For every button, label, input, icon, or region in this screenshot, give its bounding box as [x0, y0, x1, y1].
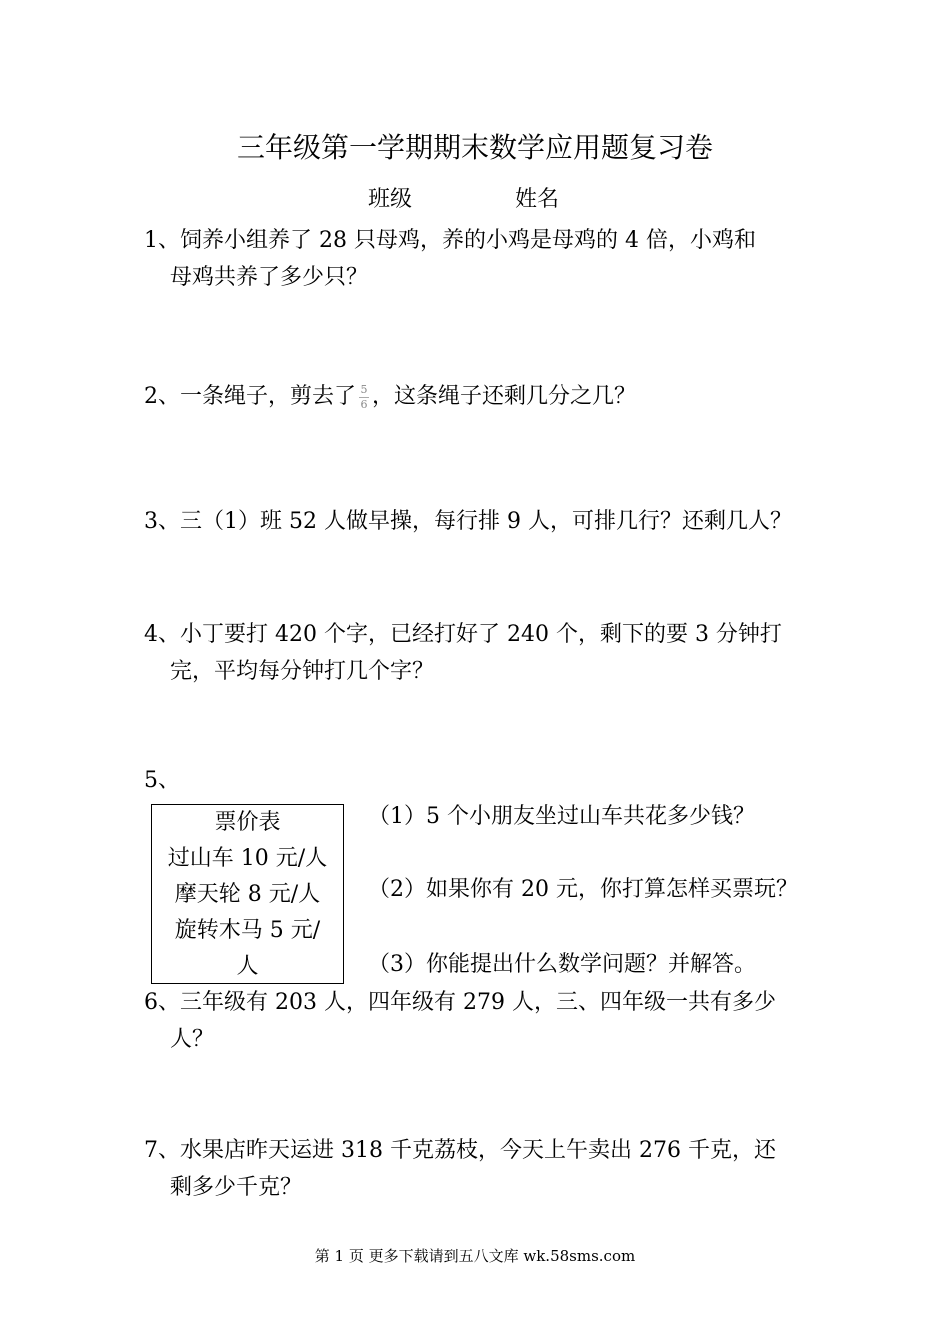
price-line-ferris-wheel: 摩天轮 8 元/人	[174, 882, 321, 907]
question-1-line-2: 母鸡共养了多少只？	[170, 265, 369, 290]
fraction-five-sixths	[359, 384, 369, 411]
price-line-roller-coaster: 过山车 10 元/人	[167, 846, 328, 871]
question-2-text-before: 2、一条绳子，剪去了	[144, 384, 356, 409]
question-5-label: 5、	[144, 768, 180, 793]
price-table-title: 票价表	[214, 810, 281, 835]
question-7-line-1: 7、水果店昨天运进 318 千克荔枝，今天上午卖出 276 千克，还	[144, 1138, 776, 1163]
name-label: 姓名	[515, 187, 560, 212]
price-line-carousel-cont: 人	[236, 954, 259, 979]
price-line-carousel: 旋转木马 5 元/	[174, 918, 321, 943]
question-7	[144, 1132, 824, 1206]
question-3	[144, 503, 824, 540]
fraction-denominator: 6	[360, 397, 368, 411]
sub-question-3: （3）你能提出什么数学问题？并解答。	[368, 952, 756, 977]
sub-question-2: （2）如果你有 20 元，你打算怎样买票玩？	[368, 877, 798, 902]
question-6-line-2: 人？	[170, 1027, 215, 1052]
page-footer: 第 1 页 更多下载请到五八文库 wk.58sms.com	[314, 1247, 636, 1265]
question-2-text-after: ，这条绳子还剩几分之几？	[372, 384, 637, 409]
question-3-line-1: 3、三（1）班 52 人做早操，每行排 9 人，可排几行？还剩几人？	[144, 509, 792, 534]
question-4	[144, 616, 824, 690]
price-table	[151, 804, 344, 984]
question-2	[144, 378, 824, 415]
question-4-line-1: 4、小丁要打 420 个字，已经打好了 240 个，剩下的要 3 分钟打	[144, 622, 782, 647]
question-1	[144, 222, 824, 296]
question-6	[144, 984, 824, 1058]
fraction-numerator: 5	[360, 382, 368, 396]
question-4-line-2: 完，平均每分钟打几个字？	[170, 659, 435, 684]
question-6-line-1: 6、三年级有 203 人，四年级有 279 人，三、四年级一共有多少	[144, 990, 776, 1015]
student-info-line	[368, 183, 559, 217]
question-1-line-1: 1、饲养小组养了 28 只母鸡，养的小鸡是母鸡的 4 倍，小鸡和	[144, 228, 756, 253]
question-5	[144, 762, 824, 799]
question-7-line-2: 剩多少千克？	[170, 1175, 303, 1200]
sub-question-1: （1）5 个小朋友坐过山车共花多少钱？	[368, 804, 755, 829]
class-label: 班级	[368, 187, 413, 212]
page-title: 三年级第一学期期末数学应用题复习卷	[236, 131, 713, 164]
